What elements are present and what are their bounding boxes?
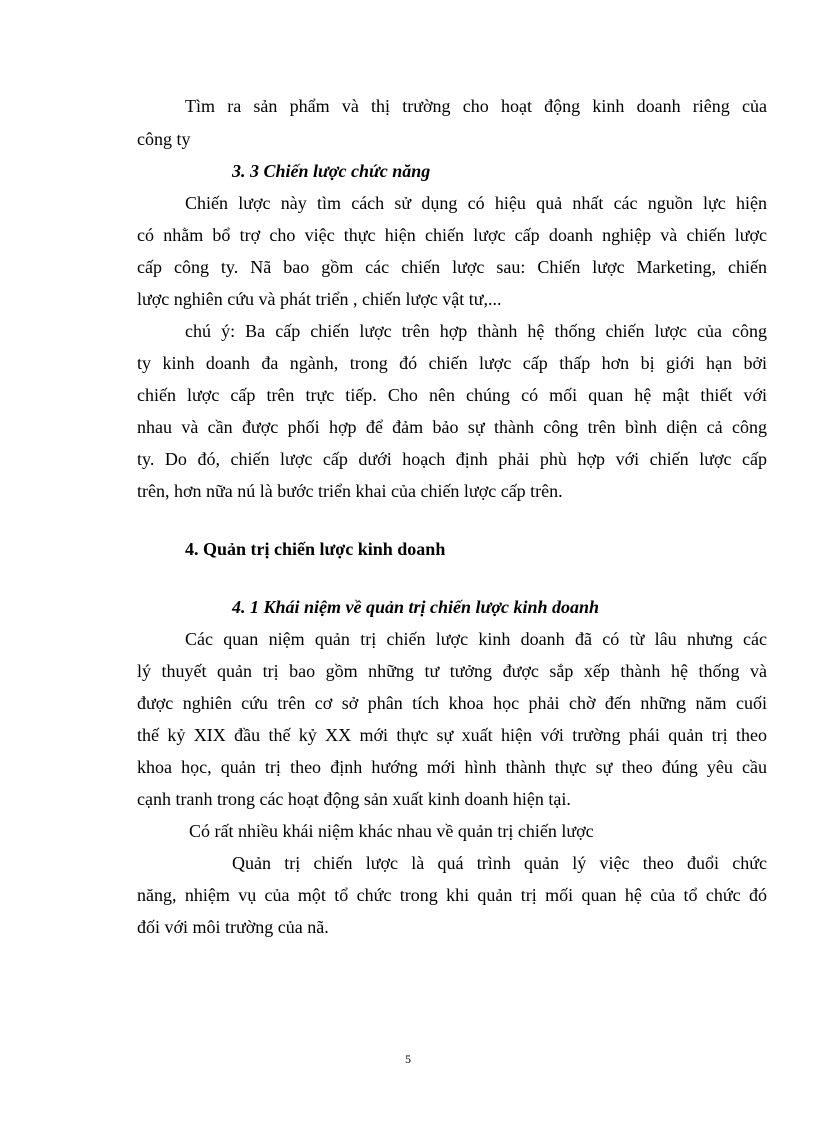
intro-line-1: Tìm ra sản phẩm và thị trường cho hoạt động kinh doanh riêng của <box>185 96 767 116</box>
s41-p1-line-6: cạnh tranh trong các hoạt động sản xuất kinh doanh hiện tại. <box>137 789 571 809</box>
s41-p3-line-2: năng, nhiệm vụ của một tổ chức trong khi quản trị mối quan hệ của tổ chức đó <box>137 885 767 905</box>
s41-p1-line-3: được nghiên cứu trên cơ sở phân tích khoa học phải chờ đến những năm cuối <box>137 693 767 713</box>
section-4-heading: 4. Quản trị chiến lược kinh doanh <box>185 539 446 559</box>
s41-p1-line-4: thế kỷ XIX đầu thế kỷ XX mới thực sự xuất hiện với trường phái quản trị theo <box>137 725 767 745</box>
intro-line-2: công ty <box>137 129 191 149</box>
s33-p1-line-1: Chiến lược này tìm cách sử dụng có hiệu quả nhất các nguồn lực hiện <box>185 193 767 213</box>
s41-p2-line-1: Có rất nhiều khái niệm khác nhau về quản trị chiến lược <box>189 821 594 841</box>
s41-p3-line-3: đối với môi trường của nã. <box>137 917 329 937</box>
s41-p1-line-5: khoa học, quản trị theo định hướng mới hình thành thực sự theo đúng yêu cầu <box>137 757 767 777</box>
s33-p1-line-4: lược nghiên cứu và phát triển , chiến lược vật tư,... <box>137 289 502 309</box>
s33-p2-line-2: ty kinh doanh đa ngành, trong đó chiến lược cấp thấp hơn bị giới hạn bởi <box>137 353 767 373</box>
s41-p1-line-2: lý thuyết quản trị bao gồm những tư tưởng được sắp xếp thành hệ thống và <box>137 661 767 681</box>
s41-p1-line-1: Các quan niệm quản trị chiến lược kinh doanh đã có từ lâu nhưng các <box>185 629 767 649</box>
s41-p3-line-1: Quản trị chiến lược là quá trình quản lý việc theo đuổi chức <box>232 853 767 873</box>
page-number: 5 <box>405 1052 411 1066</box>
section-4-1-heading: 4. 1 Khái niệm về quản trị chiến lược kinh doanh <box>232 597 600 617</box>
s33-p2-line-3: chiến lược cấp trên trực tiếp. Cho nên chúng có mối quan hệ mật thiết với <box>137 385 767 405</box>
section-3-3-heading: 3. 3 Chiến lược chức năng <box>232 161 431 181</box>
s33-p1-line-3: cấp công ty. Nã bao gồm các chiến lược sau: Chiến lược Marketing, chiến <box>137 257 767 277</box>
s33-p2-line-1: chú ý: Ba cấp chiến lược trên hợp thành hệ thống chiến lược của công <box>185 321 767 341</box>
s33-p2-line-4: nhau và cần được phối hợp để đảm bảo sự thành công trên bình diện cả công <box>137 417 767 437</box>
s33-p2-line-5: ty. Do đó, chiến lược cấp dưới hoạch định phải phù hợp với chiến lược cấp <box>137 449 767 469</box>
s33-p2-line-6: trên, hơn nữa nú là bước triển khai của chiến lược cấp trên. <box>137 481 563 501</box>
s33-p1-line-2: có nhằm bổ trợ cho việc thực hiện chiến lược cấp doanh nghiệp và chiến lược <box>137 225 767 245</box>
